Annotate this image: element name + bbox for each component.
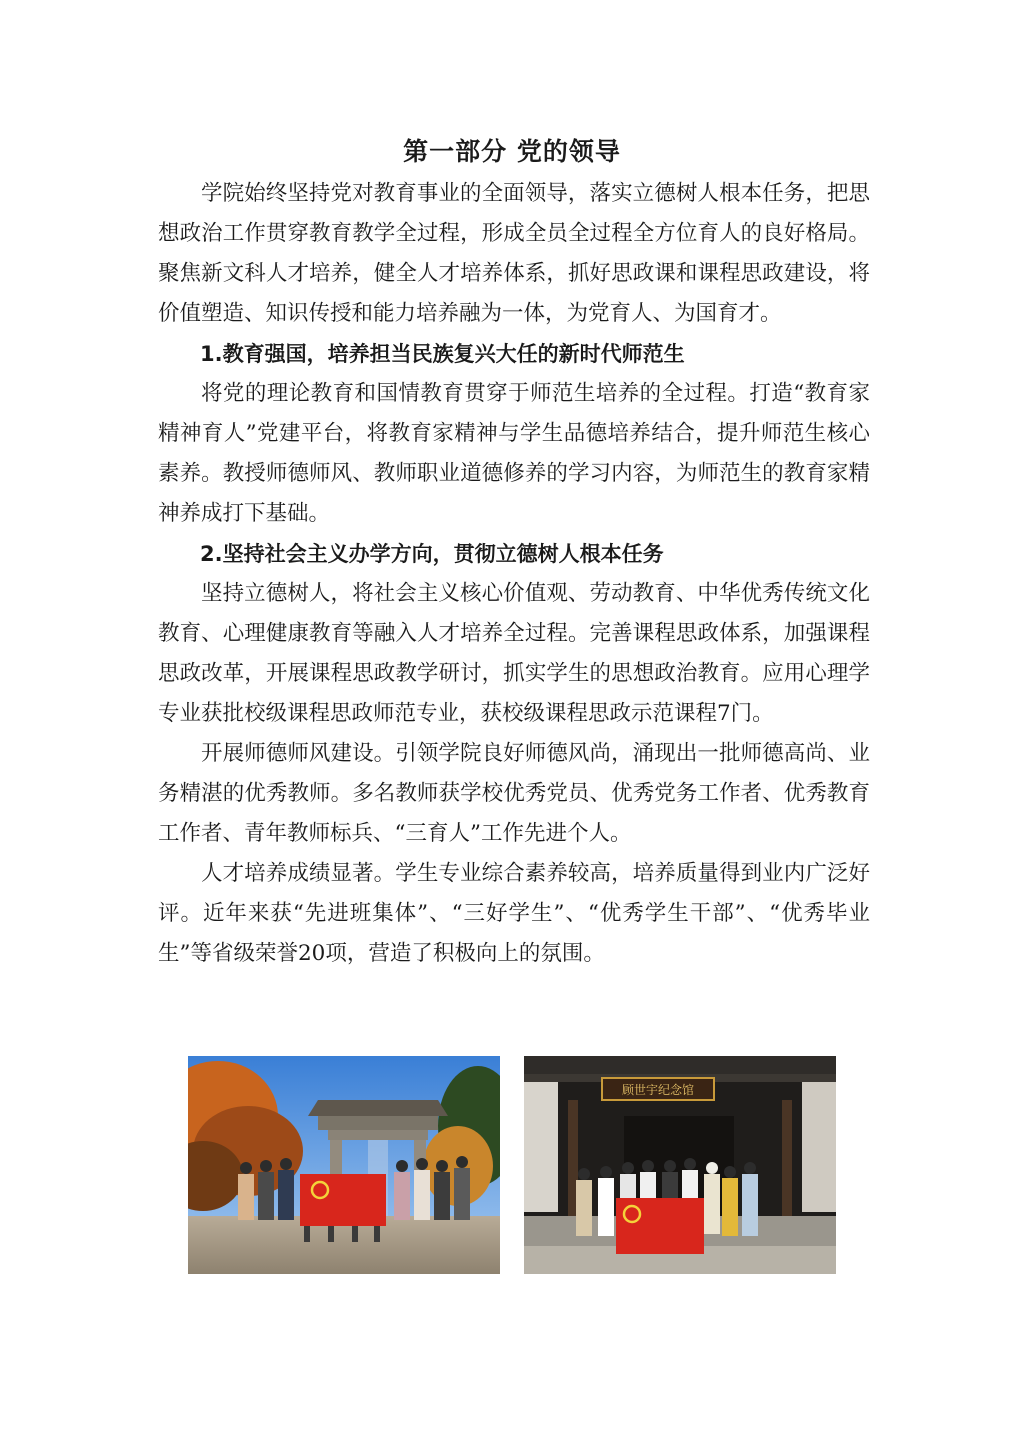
intro-paragraph: 学院始终坚持党对教育事业的全面领导，落实立德树人根本任务，把思想政治工作贯穿教育教学全过程，形成全员全过程全方位育人的良好格局。聚焦新文科人才培养，健全人才培养体系，抓好思政课和课程思政建设，将价值塑造、知识传授和能力培养融为一体，为党育人、为国育才。 — [158, 181, 870, 326]
page-title: 第一部分 党的领导 — [403, 137, 621, 166]
section-heading-1: 1.教育强国，培养担当民族复兴大任的新时代师范生 — [200, 342, 685, 366]
section-1-paragraph: 将党的理论教育和国情教育贯穿于师范生培养的全过程。打造“教育家精神育人”党建平台，将教育家精神与学生品德培养结合，提升师范生核心素养。教授师德师风、教师职业道德修养的学习内容，为师范生的教育家精神养成打下基础。 — [158, 381, 870, 526]
memorial-plaque-text: 顾世宇纪念馆 — [621, 1083, 695, 1097]
photo-row — [188, 1056, 838, 1274]
group-photo-memorial-hall — [524, 1056, 836, 1274]
section-2-paragraph-1: 坚持立德树人，将社会主义核心价值观、劳动教育、中华优秀传统文化教育、心理健康教育等融入人才培养全过程。完善课程思政体系，加强课程思政改革，开展课程思政教学研讨，抓实学生的思想政治教育。应用心理学专业获批校级课程思政师范专业，获校级课程思政示范课程7门。 — [158, 581, 870, 726]
section-heading-2: 2.坚持社会主义办学方向，贯彻立德树人根本任务 — [200, 542, 664, 566]
document-body — [158, 174, 870, 974]
section-2-paragraph-2: 开展师德师风建设。引领学院良好师德风尚，涌现出一批师德高尚、业务精湛的优秀教师。多名教师获学校优秀党员、优秀党务工作者、优秀教育工作者、青年教师标兵、“三育人”工作先进个人。 — [158, 741, 870, 846]
group-photo-archway — [188, 1056, 500, 1274]
section-2-paragraph-3: 人才培养成绩显著。学生专业综合素养较高，培养质量得到业内广泛好评。近年来获“先进班集体”、“三好学生”、“优秀学生干部”、“优秀毕业生”等省级荣誉20项，营造了积极向上的氛围。 — [158, 861, 870, 966]
